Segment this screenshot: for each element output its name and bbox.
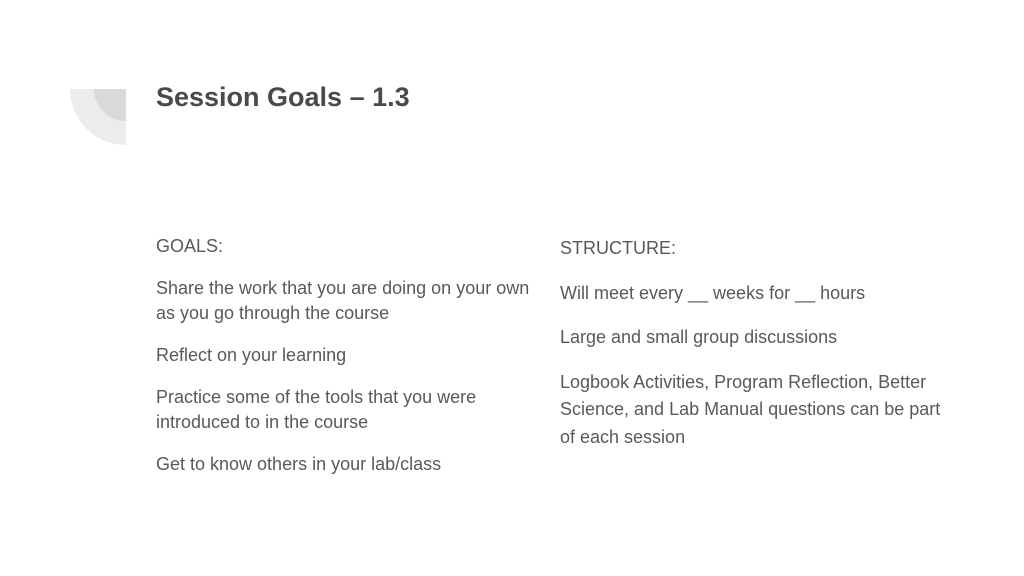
goals-item: Get to know others in your lab/class <box>156 454 442 474</box>
goals-section <box>156 234 536 494</box>
structure-item: Will meet every __ weeks for __ hours <box>560 282 866 303</box>
slide-title: Session Goals – 1.3 <box>156 82 410 112</box>
structure-heading: STRUCTURE: <box>560 238 676 258</box>
goals-heading: GOALS: <box>156 236 224 256</box>
structure-item: Logbook Activities, Program Reflection, Better Science, and Lab Manual questions can be part of each session <box>560 371 941 447</box>
goals-item: Share the work that you are doing on your own as you go through the course <box>156 278 530 323</box>
quarter-circle-decoration <box>70 89 126 145</box>
structure-item: Large and small group discussions <box>560 327 838 347</box>
goals-item: Practice some of the tools that you were introduced to in the course <box>156 387 477 432</box>
structure-section <box>560 235 960 468</box>
goals-item: Reflect on your learning <box>156 345 347 365</box>
